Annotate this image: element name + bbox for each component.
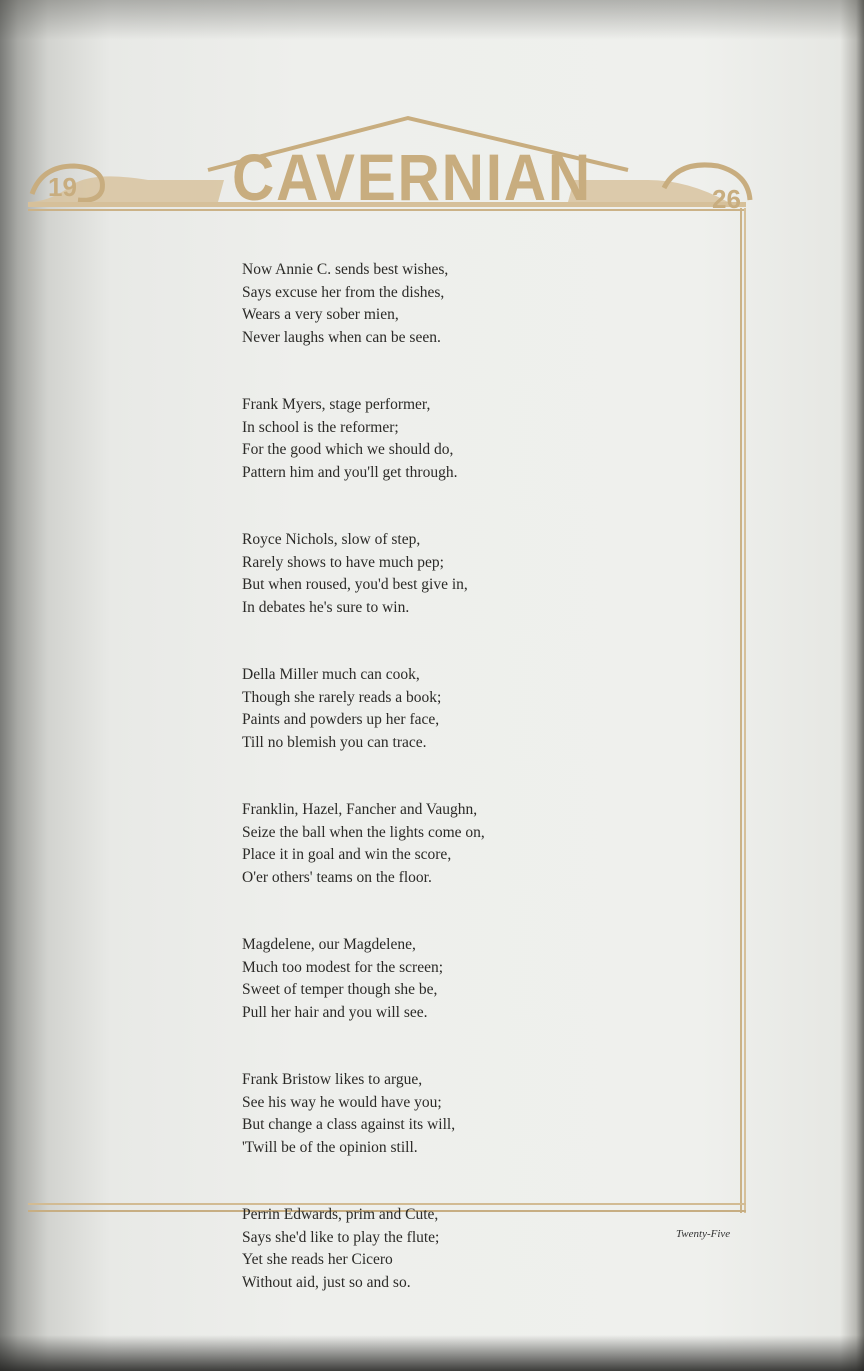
- poem-line: In school is the reformer;: [242, 418, 399, 436]
- stanza: [242, 529, 662, 619]
- page-edge-shadow-bottom: [0, 1335, 864, 1371]
- poem-line: Yet she reads her Cicero: [242, 1251, 393, 1268]
- poem-line: Says excuse her from the dishes,: [242, 283, 445, 301]
- poem-line: Paints and powders up her face,: [242, 711, 440, 728]
- page-edge-shadow-top: [0, 0, 864, 40]
- poem-line: 'Twill be of the opinion still.: [242, 1138, 418, 1156]
- poem-line: Sweet of temper though she be,: [242, 981, 438, 998]
- frame-right-border: [740, 208, 746, 1213]
- poem-line: Della Miller much can cook,: [242, 666, 420, 683]
- poem-line: Wears a very sober mien,: [242, 306, 399, 323]
- stanza: [242, 664, 662, 754]
- header-right-swoop: [568, 180, 728, 202]
- poem-line: Seize the ball when the lights come on,: [242, 823, 485, 841]
- poem-line: Franklin, Hazel, Fancher and Vaughn,: [242, 801, 478, 818]
- poem-line: Says she'd like to play the flute;: [242, 1228, 440, 1246]
- poem-line: Though she rarely reads a book;: [242, 688, 442, 706]
- poem-line: But when roused, you'd best give in,: [242, 576, 468, 593]
- stanza: [242, 799, 662, 889]
- poem-line: Pattern him and you'll get through.: [242, 463, 458, 481]
- poem-line: Pull her hair and you will see.: [242, 1003, 428, 1021]
- poem-line: Place it in goal and win the score,: [242, 846, 452, 863]
- stanza: [242, 1069, 662, 1159]
- header-year-right: 26: [712, 184, 741, 214]
- header-year-left: 19: [48, 172, 77, 202]
- stanza: [242, 1204, 662, 1294]
- poem-line: Rarely shows to have much pep;: [242, 553, 444, 571]
- stanza: [242, 934, 662, 1024]
- poem-line: Never laughs when can be seen.: [242, 328, 441, 346]
- poem-line: Perrin Edwards, prim and Cute,: [242, 1206, 439, 1223]
- page-number: Twenty-Five: [676, 1228, 731, 1240]
- cavernian-header: [28, 110, 768, 220]
- poem-line: Magdelene, our Magdelene,: [242, 936, 416, 953]
- poem-line: Royce Nichols, slow of step,: [242, 531, 421, 548]
- poem-line: Now Annie C. sends best wishes,: [242, 261, 449, 278]
- poem-line: Till no blemish you can trace.: [242, 733, 427, 751]
- poem-line: Frank Bristow likes to argue,: [242, 1071, 423, 1088]
- stanza: [242, 259, 662, 349]
- poem-line: Much too modest for the screen;: [242, 958, 444, 976]
- poem: [242, 259, 662, 1339]
- poem-line: But change a class against its will,: [242, 1116, 456, 1133]
- stanza: [242, 394, 662, 484]
- poem-line: For the good which we should do,: [242, 441, 454, 458]
- poem-line: O'er others' teams on the floor.: [242, 868, 432, 886]
- poem-line: Without aid, just so and so.: [242, 1273, 411, 1291]
- poem-line: In debates he's sure to win.: [242, 598, 410, 616]
- header-title: CAVERNIAN: [232, 140, 592, 214]
- poem-line: Frank Myers, stage performer,: [242, 396, 431, 413]
- poem-line: See his way he would have you;: [242, 1093, 442, 1111]
